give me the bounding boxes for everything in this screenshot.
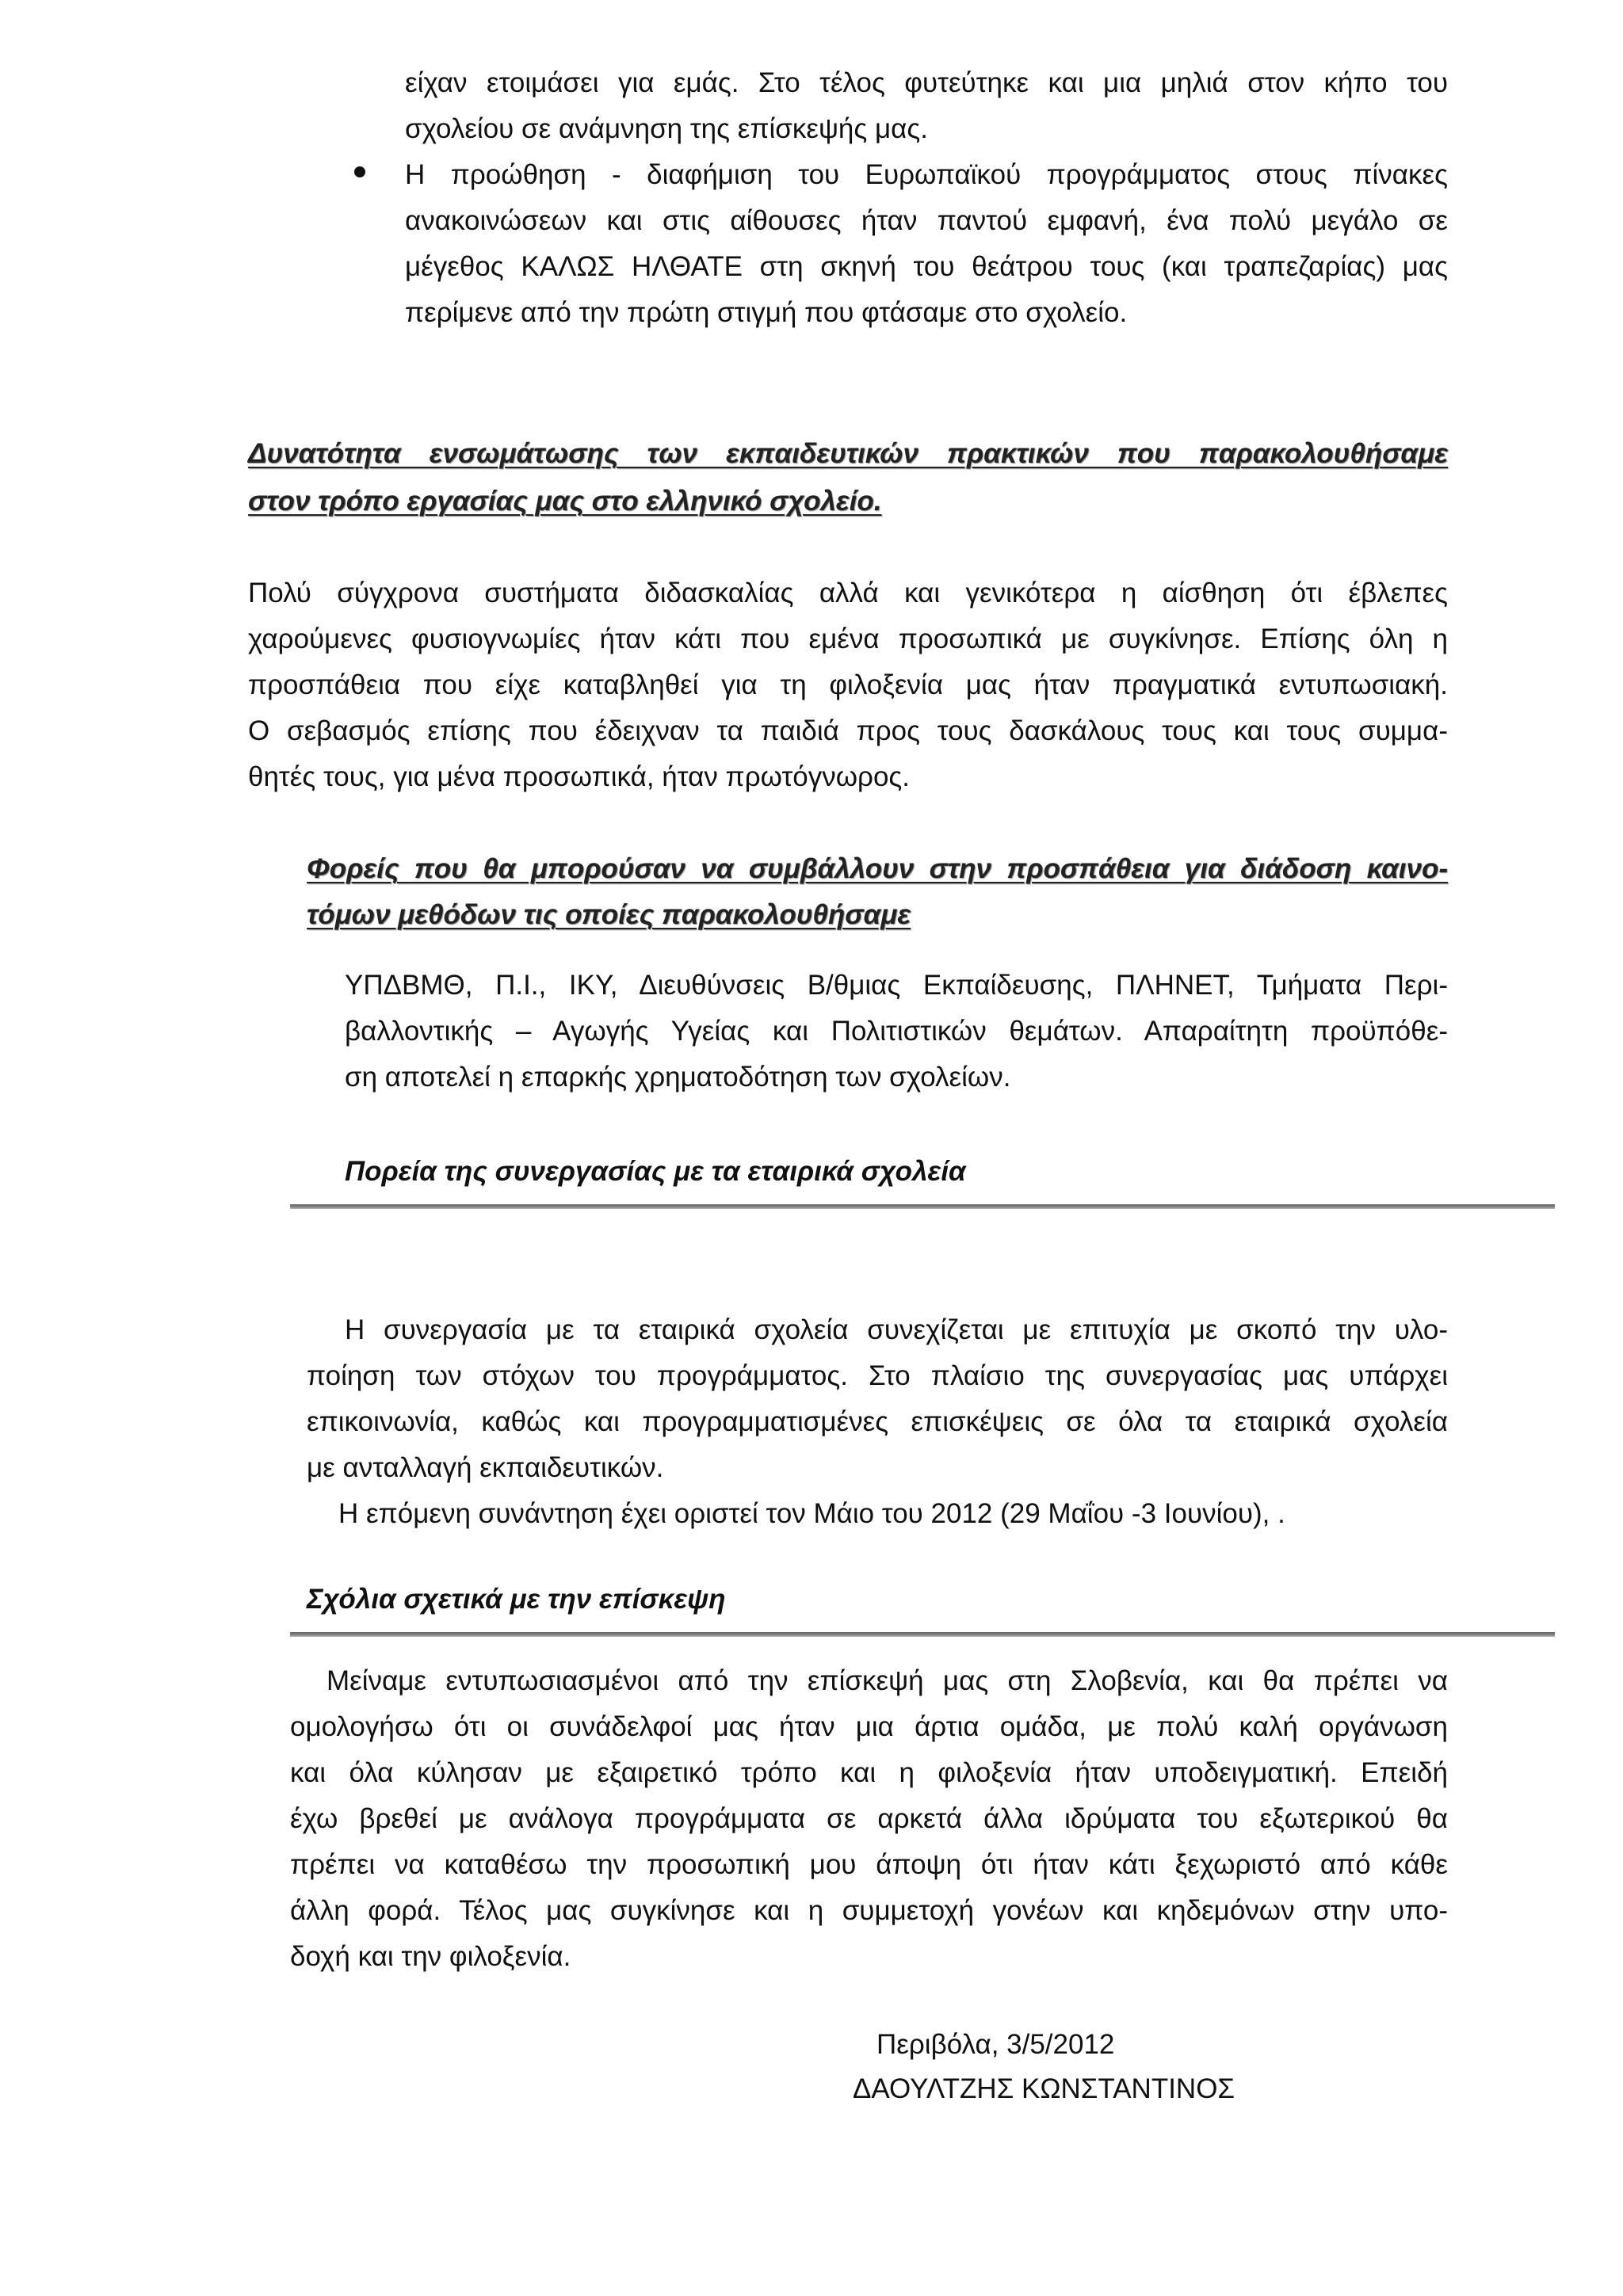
paragraph-cooperation-line-1: Η συνεργασία με τα εταιρικά σχολεία συνεχίζεται με επιτυχία με σκοπό την υλο- [345, 1314, 1448, 1345]
bullet-item-line-2: ανακοινώσεων και στις αίθουσες ήταν παντού εμφανή, ένα πολύ μεγάλο σε [405, 205, 1448, 236]
bullet-continuation-line-1: είχαν ετοιμάσει για εμάς. Στο τέλος φυτεύτηκε και μια μηλιά στον κήπο του [405, 67, 1448, 98]
section-divider [290, 1632, 1555, 1637]
paragraph-integration-line-2: χαρούμενες φυσιογνωμίες ήταν κάτι που εμένα προσωπικά με συγκίνησε. Επίσης όλη η [248, 624, 1448, 654]
section-heading-bodies-line-1: Φορείς που θα μπορούσαν να συμβάλλουν στην προσπάθεια για διάδοση καινο- [307, 853, 1448, 884]
signature-name: ΔΑΟΥΛΤΖΗΣ ΚΩΝΣΤΑΝΤΙΝΟΣ [853, 2073, 1235, 2104]
section-heading-integration-line-2: στον τρόπο εργασίας μας στο ελληνικό σχολείο. [248, 486, 882, 517]
section-heading-integration-line-1: Δυνατότητα ενσωμάτωσης των εκπαιδευτικών πρακτικών που παρακολουθήσαμε [248, 438, 1448, 469]
paragraph-cooperation-line-3: επικοινωνία, καθώς και προγραμματισμένες επισκέψεις σε όλα τα εταιρικά σχολεία [307, 1406, 1448, 1437]
paragraph-integration-line-3: προσπάθεια που είχε καταβληθεί για τη φιλοξενία μας ήταν πραγματικά εντυπωσιακή. [248, 669, 1448, 700]
bullet-item-line-1: Η προώθηση - διαφήμιση του Ευρωπαϊκού προγράμματος στους πίνακες [405, 159, 1448, 190]
paragraph-bodies-line-1: ΥΠΔΒΜΘ, Π.Ι., ΙΚΥ, Διευθύνσεις Β/θμιας Εκπαίδευσης, ΠΛΗΝΕΤ, Τμήματα Περι- [345, 970, 1448, 1001]
paragraph-integration-line-4: Ο σεβασμός επίσης που έδειχναν τα παιδιά προς τους δασκάλους τους και τους συμμα- [248, 715, 1448, 746]
bullet-item-line-4: περίμενε από την πρώτη στιγμή που φτάσαμε στο σχολείο. [405, 297, 1128, 328]
paragraph-comments-line-2: ομολογήσω ότι οι συνάδελφοί μας ήταν μια άρτια ομάδα, με πολύ καλή οργάνωση [290, 1711, 1448, 1742]
paragraph-comments-line-5: πρέπει να καταθέσω την προσωπική μου άποψη ότι ήταν κάτι ξεχωριστό από κάθε [290, 1849, 1448, 1880]
bullet-icon [354, 166, 365, 177]
bullet-item-line-3: μέγεθος ΚΑΛΩΣ ΗΛΘΑΤΕ στη σκηνή του θεάτρου τους (και τραπεζαρίας) μας [405, 251, 1448, 282]
paragraph-comments-line-1: Μείναμε εντυπωσιασμένοι από την επίσκεψή μας στη Σλοβενία, και θα πρέπει να [327, 1665, 1448, 1696]
paragraph-comments-line-7: δοχή και την φιλοξενία. [290, 1941, 571, 1972]
paragraph-integration-line-1: Πολύ σύγχρονα συστήματα διδασκαλίας αλλά και γενικότερα η αίσθηση ότι έβλεπες [248, 578, 1448, 608]
paragraph-comments-line-3: και όλα κύλησαν με εξαιρετικό τρόπο και η φιλοξενία ήταν υποδειγματική. Επειδή [290, 1757, 1448, 1788]
paragraph-comments-line-4: έχω βρεθεί με ανάλογα προγράμματα σε αρκετά άλλα ιδρύματα του εξωτερικού θα [290, 1803, 1448, 1834]
paragraph-cooperation-line-5: Η επόμενη συνάντηση έχει οριστεί τον Μάιο του 2012 (29 Μαΐου -3 Ιουνίου), . [338, 1498, 1285, 1529]
signature-place-date: Περιβόλα, 3/5/2012 [876, 2029, 1115, 2060]
section-divider [290, 1204, 1555, 1209]
paragraph-bodies-line-2: βαλλοντικής – Αγωγής Υγείας και Πολιτιστικών θεμάτων. Απαραίτητη προϋπόθε- [345, 1016, 1448, 1047]
section-heading-cooperation: Πορεία της συνεργασίας με τα εταιρικά σχολεία [345, 1156, 966, 1187]
bullet-continuation-line-2: σχολείου σε ανάμνηση της επίσκεψής μας. [405, 113, 928, 144]
paragraph-cooperation-line-4: με ανταλλαγή εκπαιδευτικών. [307, 1452, 664, 1483]
section-heading-comments: Σχόλια σχετικά με την επίσκεψη [307, 1584, 726, 1615]
paragraph-integration-line-5: θητές τους, για μένα προσωπικά, ήταν πρωτόγνωρος. [248, 761, 911, 792]
section-heading-bodies-line-2: τόμων μεθόδων τις οποίες παρακολουθήσαμε [307, 899, 911, 930]
paragraph-comments-line-6: άλλη φορά. Τέλος μας συγκίνησε και η συμμετοχή γονέων και κηδεμόνων στην υπο- [290, 1895, 1448, 1926]
paragraph-cooperation-line-2: ποίηση των στόχων του προγράμματος. Στο πλαίσιο της συνεργασίας μας υπάρχει [307, 1360, 1448, 1391]
paragraph-bodies-line-3: ση αποτελεί η επαρκής χρηματοδότηση των σχολείων. [345, 1062, 1011, 1093]
